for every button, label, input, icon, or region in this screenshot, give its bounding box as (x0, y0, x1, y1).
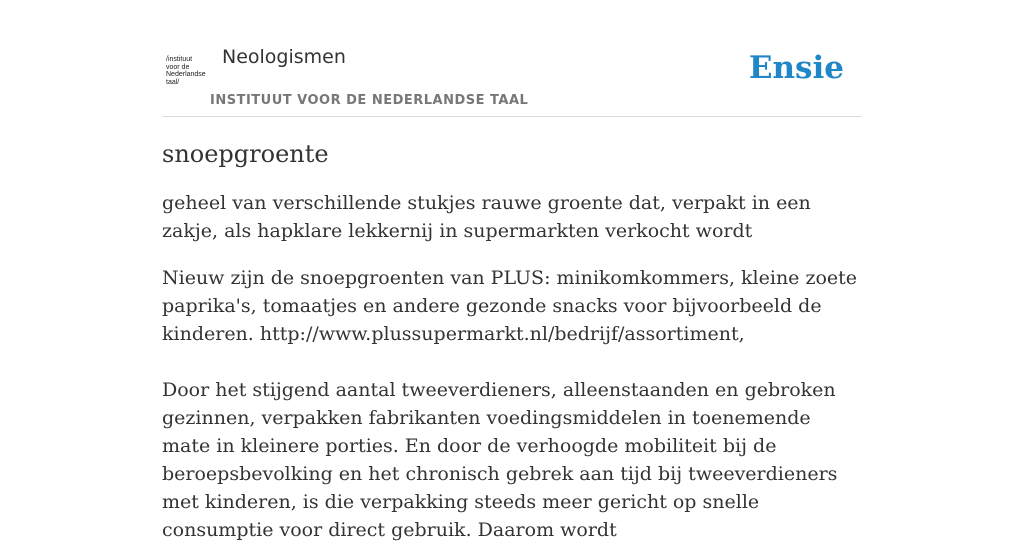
entry-definition: geheel van verschillende stukjes rauwe groente dat, verpakt in een zakje, als hapklare lekkernij in supermarkten verkocht wordt (162, 192, 811, 242)
institute-logo[interactable]: /instituut voor de Nederlandse taal/ (166, 56, 206, 86)
ensie-logo-link[interactable]: Ensie (748, 50, 844, 86)
source-title[interactable]: Neologismen (222, 46, 346, 68)
entry-content (162, 138, 862, 544)
header (162, 40, 862, 117)
entry-headword: snoepgroente (162, 140, 329, 168)
source-subtitle: INSTITUUT VOOR DE NEDERLANDSE TAAL (210, 93, 529, 108)
entry-example-quote: Nieuw zijn de snoepgroenten van PLUS: minikomkommers, kleine zoete paprika's, tomaatjes en andere gezonde snacks voor bijvoorbeeld de kinderen. http://www.plussupermarkt.nl/bedrijf/assortiment, Door het stijgend aantal tweeverdieners, alleenstaanden en gebroken gezinnen, verpakken fabrikanten voedingsmiddelen in toenemende mate in kleinere porties. En door de verhoogde mobiliteit bij de beroepsbevolking en het chronisch gebrek aan tijd bij tweeverdieners met kinderen, is die verpakking steeds meer gericht op snelle consumptie voor direct gebruik. Daarom wordt (162, 267, 858, 541)
